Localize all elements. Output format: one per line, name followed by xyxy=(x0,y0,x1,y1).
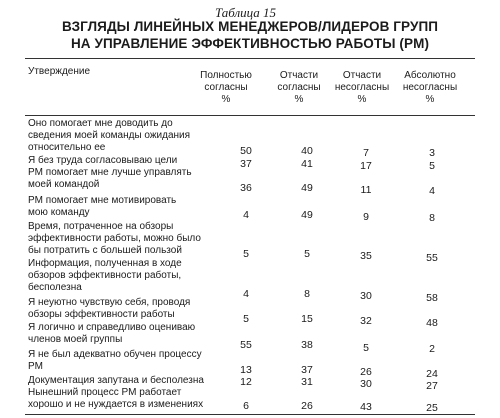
row-4-partly-disagree: 9 xyxy=(363,211,369,223)
row-11-statement: Нынешний процесс PM работает хорошо и не нуждается в изменениях xyxy=(28,387,204,410)
row-4-fully-agree: 4 xyxy=(243,209,249,221)
bottom-rule xyxy=(25,414,475,415)
row-11-fully-agree: 6 xyxy=(243,400,249,412)
row-3-statement: PM помогает мне лучше управлять моей командой xyxy=(28,167,192,190)
row-8-statement: Я логично и справедливо оцениваю членов моей группы xyxy=(28,322,196,345)
row-10-fully-agree: 12 xyxy=(240,376,252,388)
header-fully-disagree xyxy=(394,70,466,106)
row-7-statement: Я неуютно чувствую себя, проводя обзоры эффективности работы xyxy=(28,297,191,320)
header-partly-disagree-text: Отчасти несогласны % xyxy=(334,70,390,105)
row-8-partly-agree: 38 xyxy=(301,339,313,351)
row-1-fully-disagree: 3 xyxy=(429,147,435,159)
row-11-partly-disagree: 43 xyxy=(360,401,372,413)
row-10-partly-agree: 31 xyxy=(301,376,313,388)
top-rule xyxy=(25,58,475,59)
row-6-fully-agree: 4 xyxy=(243,288,249,300)
row-7-partly-agree: 15 xyxy=(301,313,313,325)
row-11-fully-disagree: 25 xyxy=(426,402,438,414)
table-title-line-2: НА УПРАВЛЕНИЕ ЭФФЕКТИВНОСТЬЮ РАБОТЫ (PM) xyxy=(70,36,430,51)
statement-column-header: Утверждение xyxy=(28,66,91,77)
row-6-fully-disagree: 58 xyxy=(426,292,438,304)
row-8-fully-disagree: 2 xyxy=(429,343,435,355)
row-8-partly-disagree: 5 xyxy=(363,342,369,354)
row-1-statement: Оно помогает мне доводить до сведения моей команды ожидания относительно ее xyxy=(28,118,191,153)
row-3-partly-disagree: 11 xyxy=(360,184,372,196)
row-2-partly-agree: 41 xyxy=(301,158,313,170)
header-fully-agree-text: Полностью согласны % xyxy=(200,70,252,105)
row-5-statement: Время, потраченное на обзоры эффективности работы, можно было бы потратить с большей пользой xyxy=(28,221,201,256)
header-partly-agree-text: Отчасти согласны % xyxy=(277,70,321,105)
row-9-fully-agree: 13 xyxy=(240,364,252,376)
row-7-partly-disagree: 32 xyxy=(360,315,372,327)
row-1-partly-agree: 40 xyxy=(301,145,313,157)
row-9-statement: Я не был адекватно обучен процессу PM xyxy=(28,349,202,372)
row-6-partly-disagree: 30 xyxy=(360,290,372,302)
row-6-statement: Информация, полученная в ходе обзоров эффективности работы, бесполезна xyxy=(28,258,182,293)
header-partly-agree xyxy=(263,70,335,106)
row-1-partly-disagree: 7 xyxy=(363,147,369,159)
row-9-fully-disagree: 24 xyxy=(426,368,438,380)
row-10-statement: Документация запутана и бесполезна xyxy=(28,375,204,386)
row-3-partly-agree: 49 xyxy=(301,182,313,194)
row-6-partly-agree: 8 xyxy=(304,288,310,300)
row-2-statement: Я без труда согласовываю цели xyxy=(28,155,178,166)
row-3-fully-agree: 36 xyxy=(240,182,252,194)
row-11-partly-agree: 26 xyxy=(301,400,313,412)
row-4-statement: PM помогает мне мотивировать мою команду xyxy=(28,195,177,218)
row-2-fully-agree: 37 xyxy=(240,158,252,170)
header-fully-agree xyxy=(190,70,262,106)
header-rule xyxy=(25,115,475,116)
row-10-fully-disagree: 27 xyxy=(426,380,438,392)
row-9-partly-agree: 37 xyxy=(301,364,313,376)
row-8-fully-agree: 55 xyxy=(240,339,252,351)
header-partly-disagree xyxy=(326,70,398,106)
row-5-fully-disagree: 55 xyxy=(426,252,438,264)
table-caption: Таблица 15 xyxy=(215,5,277,20)
row-5-partly-disagree: 35 xyxy=(360,250,372,262)
row-10-partly-disagree: 30 xyxy=(360,378,372,390)
table-title-line-1: ВЗГЛЯДЫ ЛИНЕЙНЫХ МЕНЕДЖЕРОВ/ЛИДЕРОВ ГРУПП xyxy=(61,19,439,34)
row-5-fully-agree: 5 xyxy=(243,248,249,260)
row-4-fully-disagree: 8 xyxy=(429,212,435,224)
row-7-fully-disagree: 48 xyxy=(426,317,438,329)
row-2-fully-disagree: 5 xyxy=(429,160,435,172)
row-1-fully-agree: 50 xyxy=(240,145,252,157)
row-7-fully-agree: 5 xyxy=(243,313,249,325)
row-9-partly-disagree: 26 xyxy=(360,366,372,378)
row-5-partly-agree: 5 xyxy=(304,248,310,260)
row-2-partly-disagree: 17 xyxy=(360,160,372,172)
row-4-partly-agree: 49 xyxy=(301,209,313,221)
header-fully-disagree-text: Абсолютно несогласны % xyxy=(402,70,458,105)
row-3-fully-disagree: 4 xyxy=(429,185,435,197)
